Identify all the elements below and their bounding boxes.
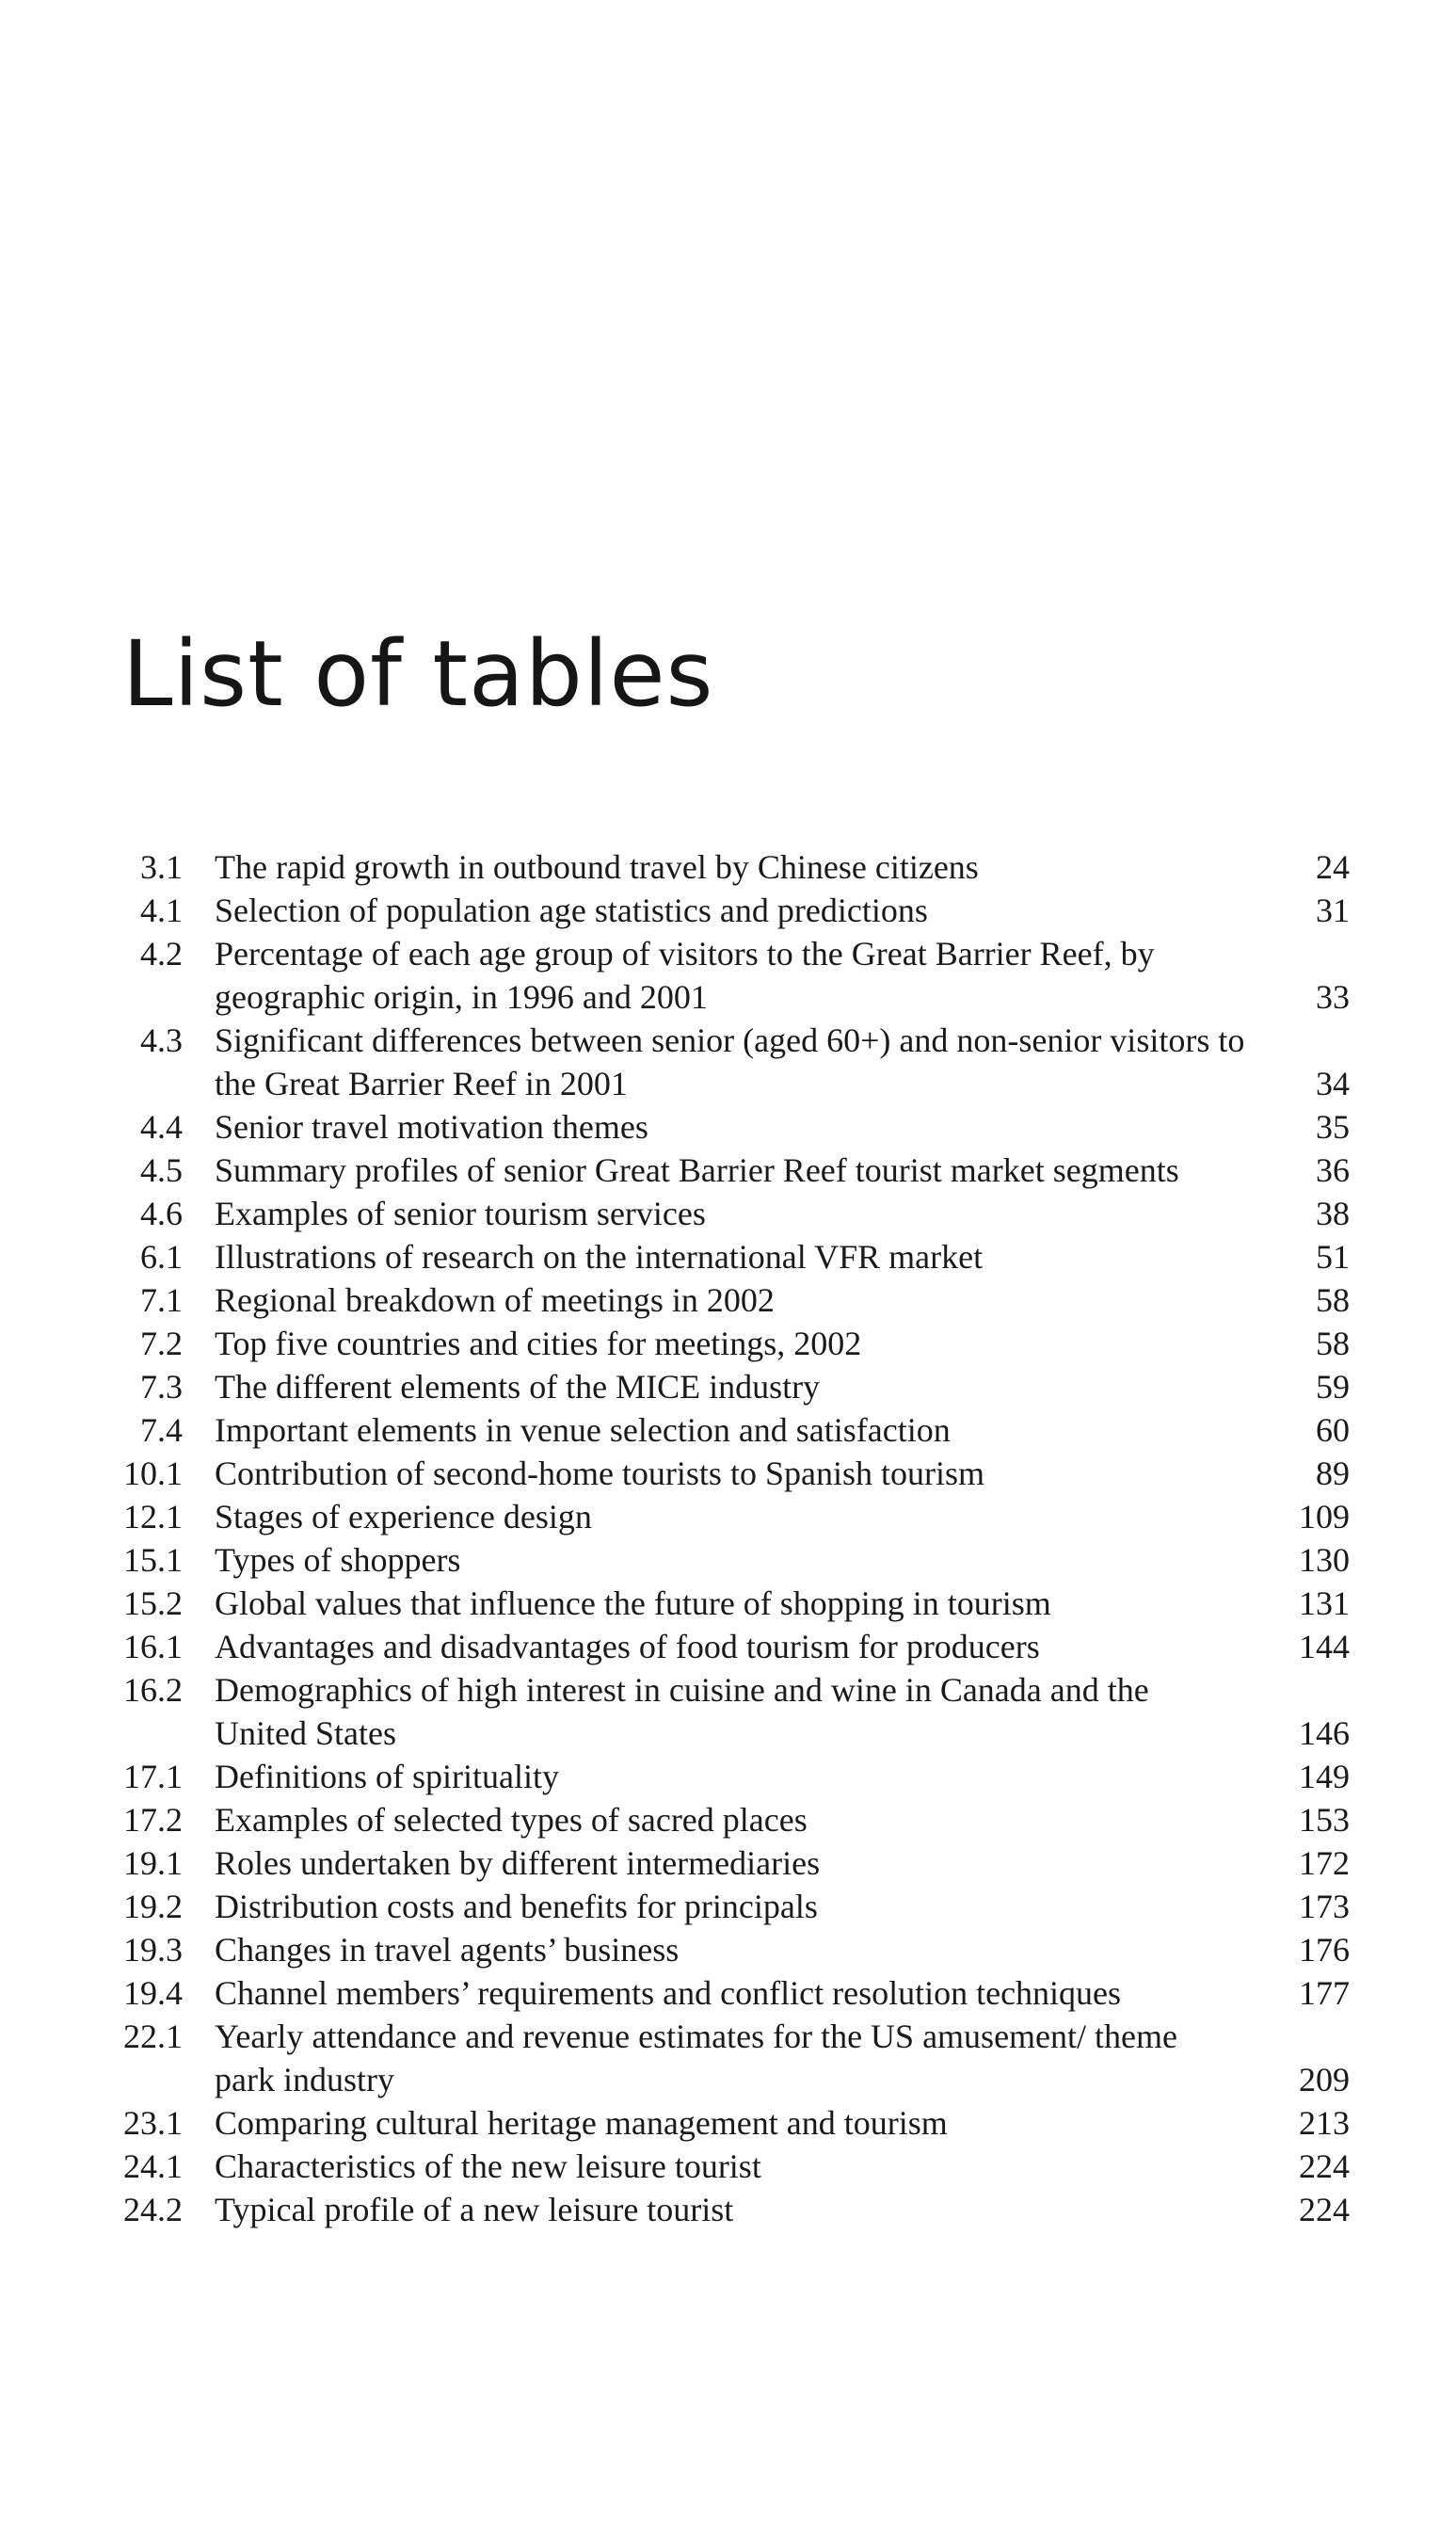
table-entry bbox=[111, 1582, 1350, 1625]
page-number: 31 bbox=[1316, 892, 1350, 929]
table-number: 15.2 bbox=[123, 1584, 183, 1622]
page-number: 24 bbox=[1316, 848, 1350, 886]
table-caption: Channel members’ requirements and conflict resolution techniques bbox=[215, 1974, 1122, 2012]
table-caption: Stages of experience design bbox=[215, 1498, 592, 1535]
table-caption: Examples of senior tourism services bbox=[215, 1195, 706, 1232]
table-entry bbox=[111, 1235, 1350, 1278]
page-number: 149 bbox=[1299, 1758, 1350, 1795]
page-number: 89 bbox=[1316, 1455, 1350, 1492]
page-number: 176 bbox=[1299, 1931, 1350, 1969]
table-entry bbox=[111, 1755, 1350, 1798]
page-number: 59 bbox=[1316, 1368, 1350, 1406]
table-caption: Distribution costs and benefits for principals bbox=[215, 1888, 818, 1925]
table-number: 4.4 bbox=[140, 1108, 183, 1146]
table-entry bbox=[111, 845, 1350, 889]
table-entry bbox=[111, 1322, 1350, 1365]
table-caption: Yearly attendance and revenue estimates for the US amusement/ theme park industry bbox=[215, 2018, 1177, 2098]
page-number: 153 bbox=[1299, 1801, 1350, 1839]
page-number: 51 bbox=[1316, 1238, 1350, 1276]
table-caption: Top five countries and cities for meetings, 2002 bbox=[215, 1325, 862, 1362]
table-entry bbox=[111, 2015, 1350, 2101]
table-entry bbox=[111, 1105, 1350, 1149]
table-entry bbox=[111, 1192, 1350, 1235]
page-number: 60 bbox=[1316, 1411, 1350, 1449]
table-caption: Typical profile of a new leisure tourist bbox=[215, 2191, 734, 2228]
table-entry bbox=[111, 1841, 1350, 1885]
table-number: 19.4 bbox=[123, 1974, 183, 2012]
table-caption: Comparing cultural heritage management and tourism bbox=[215, 2104, 948, 2142]
page-number: 130 bbox=[1299, 1541, 1350, 1579]
table-number: 24.2 bbox=[123, 2191, 183, 2228]
table-entry bbox=[111, 1971, 1350, 2015]
table-caption: Percentage of each age group of visitors to the Great Barrier Reef, by geographic origin, in 1996 and 2001 bbox=[215, 935, 1155, 1016]
table-entry bbox=[111, 2145, 1350, 2188]
table-entry bbox=[111, 1452, 1350, 1495]
table-caption: Important elements in venue selection and satisfaction bbox=[215, 1411, 951, 1449]
table-entry bbox=[111, 889, 1350, 932]
page-number: 173 bbox=[1299, 1888, 1350, 1925]
table-number: 19.3 bbox=[123, 1931, 183, 1969]
table-entry bbox=[111, 1019, 1350, 1105]
table-number: 22.1 bbox=[123, 2018, 183, 2055]
table-number: 4.2 bbox=[140, 935, 183, 973]
table-number: 4.3 bbox=[140, 1021, 183, 1059]
page-number: 209 bbox=[1299, 2061, 1350, 2098]
table-caption: Characteristics of the new leisure tourist bbox=[215, 2147, 761, 2185]
table-number: 6.1 bbox=[140, 1238, 183, 1276]
table-entry bbox=[111, 1495, 1350, 1538]
table-caption: Global values that influence the future of shopping in tourism bbox=[215, 1584, 1051, 1622]
table-number: 15.1 bbox=[123, 1541, 183, 1579]
table-caption: Advantages and disadvantages of food tourism for producers bbox=[215, 1628, 1040, 1665]
table-number: 3.1 bbox=[140, 848, 183, 886]
table-entry bbox=[111, 1408, 1350, 1452]
page-number: 34 bbox=[1316, 1065, 1350, 1102]
table-number: 19.2 bbox=[123, 1888, 183, 1925]
table-caption: Changes in travel agents’ business bbox=[215, 1931, 680, 1969]
table-caption: Types of shoppers bbox=[215, 1541, 461, 1579]
table-entry bbox=[111, 1278, 1350, 1322]
table-number: 7.3 bbox=[140, 1368, 183, 1406]
table-number: 19.1 bbox=[123, 1844, 183, 1882]
table-number: 24.1 bbox=[123, 2147, 183, 2185]
table-number: 7.2 bbox=[140, 1325, 183, 1362]
table-caption: Illustrations of research on the international VFR market bbox=[215, 1238, 984, 1276]
table-number: 4.5 bbox=[140, 1151, 183, 1189]
page-number: 33 bbox=[1316, 978, 1350, 1016]
page-number: 224 bbox=[1299, 2147, 1350, 2185]
table-number: 4.1 bbox=[140, 892, 183, 929]
page-number: 58 bbox=[1316, 1281, 1350, 1319]
table-caption: Senior travel motivation themes bbox=[215, 1108, 648, 1146]
table-list bbox=[111, 845, 1350, 2231]
page-number: 35 bbox=[1316, 1108, 1350, 1146]
table-number: 4.6 bbox=[140, 1195, 183, 1232]
table-number: 17.1 bbox=[123, 1758, 183, 1795]
page-number: 172 bbox=[1299, 1844, 1350, 1882]
table-entry bbox=[111, 1149, 1350, 1192]
table-number: 16.1 bbox=[123, 1628, 183, 1665]
table-entry bbox=[111, 1538, 1350, 1582]
table-caption: The different elements of the MICE industry bbox=[215, 1368, 821, 1406]
page-number: 131 bbox=[1299, 1584, 1350, 1622]
table-number: 23.1 bbox=[123, 2104, 183, 2142]
table-entry bbox=[111, 1625, 1350, 1668]
table-caption: Summary profiles of senior Great Barrier Reef tourist market segments bbox=[215, 1151, 1179, 1189]
table-entry bbox=[111, 1365, 1350, 1408]
table-caption: Demographics of high interest in cuisine and wine in Canada and the United States bbox=[215, 1671, 1149, 1752]
table-caption: The rapid growth in outbound travel by Chinese citizens bbox=[215, 848, 979, 886]
table-number: 7.4 bbox=[140, 1411, 183, 1449]
page-number: 224 bbox=[1299, 2191, 1350, 2228]
table-entry bbox=[111, 932, 1350, 1019]
table-entry bbox=[111, 2101, 1350, 2145]
page-number: 109 bbox=[1299, 1498, 1350, 1535]
table-entry bbox=[111, 1798, 1350, 1841]
table-entry bbox=[111, 1928, 1350, 1971]
table-caption: Roles undertaken by different intermediaries bbox=[215, 1844, 821, 1882]
page-number: 146 bbox=[1299, 1714, 1350, 1752]
table-caption: Selection of population age statistics and predictions bbox=[215, 892, 928, 929]
page-title: List of tables bbox=[122, 621, 714, 727]
table-caption: Significant differences between senior (aged 60+) and non-senior visitors to the Great Barrier Reef in 2001 bbox=[215, 1021, 1245, 1102]
page-number: 36 bbox=[1316, 1151, 1350, 1189]
page-number: 213 bbox=[1299, 2104, 1350, 2142]
page-number: 38 bbox=[1316, 1195, 1350, 1232]
table-caption: Contribution of second-home tourists to Spanish tourism bbox=[215, 1455, 984, 1492]
table-entry bbox=[111, 1668, 1350, 1755]
table-entry bbox=[111, 1885, 1350, 1928]
table-caption: Regional breakdown of meetings in 2002 bbox=[215, 1281, 775, 1319]
table-entry bbox=[111, 2188, 1350, 2231]
table-number: 17.2 bbox=[123, 1801, 183, 1839]
page-number: 177 bbox=[1299, 1974, 1350, 2012]
page-number: 58 bbox=[1316, 1325, 1350, 1362]
table-number: 10.1 bbox=[123, 1455, 183, 1492]
table-number: 12.1 bbox=[123, 1498, 183, 1535]
table-number: 7.1 bbox=[140, 1281, 183, 1319]
table-number: 16.2 bbox=[123, 1671, 183, 1709]
table-caption: Definitions of spirituality bbox=[215, 1758, 559, 1795]
page-number: 144 bbox=[1299, 1628, 1350, 1665]
table-caption: Examples of selected types of sacred places bbox=[215, 1801, 808, 1839]
